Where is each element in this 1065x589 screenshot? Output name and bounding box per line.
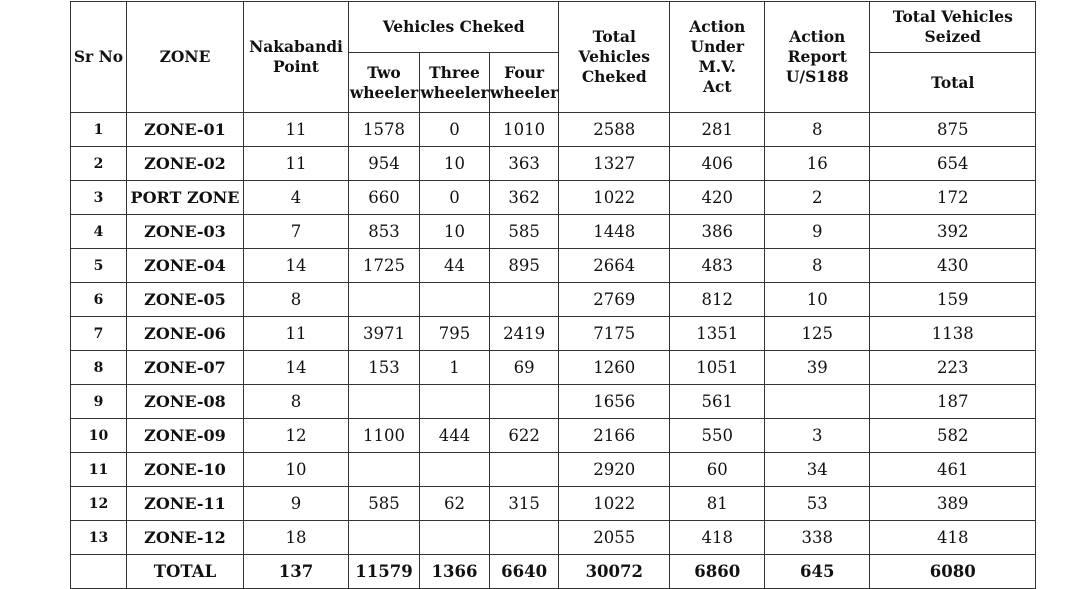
action-mv-cell: 812 xyxy=(670,283,765,317)
two-wheeler-cell: 954 xyxy=(349,147,420,181)
action-report-cell: 338 xyxy=(765,521,870,555)
header-total-vehicles-cheked xyxy=(559,2,670,113)
three-wheeler-cell: 10 xyxy=(420,147,490,181)
header-action-report-line-1: Action xyxy=(789,27,846,46)
total-sr-no-cell xyxy=(71,555,127,589)
header-two-wheeler-line-1: Two xyxy=(367,62,401,82)
sr-no-cell: 1 xyxy=(71,113,127,147)
sr-no-cell: 7 xyxy=(71,317,127,351)
nakabandi-cell: 10 xyxy=(244,453,349,487)
nakabandi-cell: 11 xyxy=(244,317,349,351)
three-wheeler-cell xyxy=(420,521,490,555)
zone-cell: ZONE-05 xyxy=(127,283,244,317)
header-four-wheeler-line-1: Four xyxy=(504,62,545,82)
sr-no-cell: 11 xyxy=(71,453,127,487)
nakabandi-cell: 4 xyxy=(244,181,349,215)
total-cheked-cell: 2769 xyxy=(559,283,670,317)
four-wheeler-cell xyxy=(490,385,559,419)
total-seized-total-cell: 6080 xyxy=(870,555,1036,589)
table-row xyxy=(71,317,1036,351)
zone-cell: ZONE-04 xyxy=(127,249,244,283)
sr-no-cell: 5 xyxy=(71,249,127,283)
total-action-mv-cell: 6860 xyxy=(670,555,765,589)
action-mv-cell: 60 xyxy=(670,453,765,487)
action-report-cell: 53 xyxy=(765,487,870,521)
total-row xyxy=(71,555,1036,589)
three-wheeler-cell xyxy=(420,283,490,317)
three-wheeler-cell: 62 xyxy=(420,487,490,521)
two-wheeler-cell xyxy=(349,521,420,555)
total-cheked-cell: 2920 xyxy=(559,453,670,487)
action-mv-cell: 418 xyxy=(670,521,765,555)
action-report-cell: 39 xyxy=(765,351,870,385)
total-two-wheeler-cell: 11579 xyxy=(349,555,420,589)
table-row xyxy=(71,385,1036,419)
sr-no-cell: 8 xyxy=(71,351,127,385)
seized-total-cell: 654 xyxy=(870,147,1036,181)
nakabandi-cell: 14 xyxy=(244,249,349,283)
seized-total-cell: 159 xyxy=(870,283,1036,317)
seized-total-cell: 461 xyxy=(870,453,1036,487)
action-mv-cell: 386 xyxy=(670,215,765,249)
action-report-cell xyxy=(765,385,870,419)
action-mv-cell: 406 xyxy=(670,147,765,181)
three-wheeler-cell: 10 xyxy=(420,215,490,249)
seized-total-cell: 875 xyxy=(870,113,1036,147)
two-wheeler-cell: 853 xyxy=(349,215,420,249)
header-action-mv-line-3: Act xyxy=(702,77,732,96)
zone-cell: ZONE-09 xyxy=(127,419,244,453)
header-two-wheeler-line-2: wheeler xyxy=(349,82,419,102)
action-mv-cell: 81 xyxy=(670,487,765,521)
zone-cell: ZONE-10 xyxy=(127,453,244,487)
total-cheked-cell: 1656 xyxy=(559,385,670,419)
table-row xyxy=(71,249,1036,283)
action-mv-cell: 561 xyxy=(670,385,765,419)
sr-no-cell: 2 xyxy=(71,147,127,181)
two-wheeler-cell: 585 xyxy=(349,487,420,521)
seized-total-cell: 1138 xyxy=(870,317,1036,351)
total-zone-cell: TOTAL xyxy=(127,555,244,589)
action-mv-cell: 1351 xyxy=(670,317,765,351)
action-report-cell: 16 xyxy=(765,147,870,181)
action-mv-cell: 483 xyxy=(670,249,765,283)
two-wheeler-cell: 660 xyxy=(349,181,420,215)
nakabandi-cell: 8 xyxy=(244,283,349,317)
three-wheeler-cell: 444 xyxy=(420,419,490,453)
total-cheked-cell: 2588 xyxy=(559,113,670,147)
four-wheeler-cell xyxy=(490,453,559,487)
header-vehicles-cheked: Vehicles Cheked xyxy=(349,2,559,53)
two-wheeler-cell xyxy=(349,385,420,419)
total-cheked-cell: 7175 xyxy=(559,317,670,351)
header-action-report xyxy=(765,2,870,113)
four-wheeler-cell: 585 xyxy=(490,215,559,249)
header-two-wheeler xyxy=(349,53,420,113)
four-wheeler-cell: 622 xyxy=(490,419,559,453)
four-wheeler-cell: 69 xyxy=(490,351,559,385)
header-action-mv-act xyxy=(670,2,765,113)
total-cheked-cell: 1448 xyxy=(559,215,670,249)
action-report-cell: 8 xyxy=(765,113,870,147)
table-body xyxy=(71,113,1036,589)
header-sr-no: Sr No xyxy=(71,2,127,113)
action-report-cell: 3 xyxy=(765,419,870,453)
four-wheeler-cell: 2419 xyxy=(490,317,559,351)
seized-total-cell: 430 xyxy=(870,249,1036,283)
three-wheeler-cell: 0 xyxy=(420,181,490,215)
three-wheeler-cell: 795 xyxy=(420,317,490,351)
header-three-wheeler-line-1: Three xyxy=(429,62,480,82)
header-nakabandi-line-2: Point xyxy=(273,57,319,76)
seized-total-cell: 392 xyxy=(870,215,1036,249)
four-wheeler-cell: 895 xyxy=(490,249,559,283)
header-three-wheeler xyxy=(420,53,490,113)
zone-cell: PORT ZONE xyxy=(127,181,244,215)
two-wheeler-cell: 1725 xyxy=(349,249,420,283)
sr-no-cell: 10 xyxy=(71,419,127,453)
action-mv-cell: 1051 xyxy=(670,351,765,385)
nakabandi-cell: 11 xyxy=(244,147,349,181)
header-nakabandi xyxy=(244,2,349,113)
table-row xyxy=(71,113,1036,147)
zone-cell: ZONE-03 xyxy=(127,215,244,249)
table-row xyxy=(71,351,1036,385)
two-wheeler-cell xyxy=(349,453,420,487)
total-cheked-cell: 1260 xyxy=(559,351,670,385)
header-total-vehicles-cheked-line-2: Cheked xyxy=(581,67,647,86)
sr-no-cell: 3 xyxy=(71,181,127,215)
action-report-cell: 9 xyxy=(765,215,870,249)
three-wheeler-cell: 0 xyxy=(420,113,490,147)
table-row xyxy=(71,521,1036,555)
action-report-cell: 2 xyxy=(765,181,870,215)
action-report-cell: 10 xyxy=(765,283,870,317)
three-wheeler-cell: 1 xyxy=(420,351,490,385)
sr-no-cell: 6 xyxy=(71,283,127,317)
total-cheked-cell: 2166 xyxy=(559,419,670,453)
seized-total-cell: 389 xyxy=(870,487,1036,521)
total-action-report-cell: 645 xyxy=(765,555,870,589)
header-seized-total: Total xyxy=(870,53,1036,113)
seized-total-cell: 582 xyxy=(870,419,1036,453)
total-cheked-cell: 1022 xyxy=(559,181,670,215)
two-wheeler-cell: 1578 xyxy=(349,113,420,147)
four-wheeler-cell: 363 xyxy=(490,147,559,181)
header-total-vehicles-cheked-line-1: Total Vehicles xyxy=(578,27,651,66)
action-mv-cell: 420 xyxy=(670,181,765,215)
nakabandi-cell: 14 xyxy=(244,351,349,385)
nakabandi-cell: 9 xyxy=(244,487,349,521)
total-cheked-cell: 1327 xyxy=(559,147,670,181)
seized-total-cell: 172 xyxy=(870,181,1036,215)
two-wheeler-cell xyxy=(349,283,420,317)
nakabandi-cell: 18 xyxy=(244,521,349,555)
sr-no-cell: 12 xyxy=(71,487,127,521)
total-three-wheeler-cell: 1366 xyxy=(420,555,490,589)
zone-cell: ZONE-06 xyxy=(127,317,244,351)
three-wheeler-cell xyxy=(420,385,490,419)
three-wheeler-cell: 44 xyxy=(420,249,490,283)
header-action-mv-line-2: Under M.V. xyxy=(690,37,745,76)
sr-no-cell: 13 xyxy=(71,521,127,555)
four-wheeler-cell: 1010 xyxy=(490,113,559,147)
header-zone: ZONE xyxy=(127,2,244,113)
header-nakabandi-line-1: Nakabandi xyxy=(249,37,343,56)
four-wheeler-cell: 362 xyxy=(490,181,559,215)
table-row xyxy=(71,283,1036,317)
zone-cell: ZONE-11 xyxy=(127,487,244,521)
nakabandi-cell: 8 xyxy=(244,385,349,419)
header-four-wheeler-line-2: wheeler xyxy=(490,82,559,102)
seized-total-cell: 223 xyxy=(870,351,1036,385)
header-action-report-line-2: Report xyxy=(787,47,847,66)
zone-cell: ZONE-01 xyxy=(127,113,244,147)
four-wheeler-cell xyxy=(490,283,559,317)
two-wheeler-cell: 3971 xyxy=(349,317,420,351)
table-row xyxy=(71,453,1036,487)
zone-cell: ZONE-02 xyxy=(127,147,244,181)
zone-cell: ZONE-12 xyxy=(127,521,244,555)
four-wheeler-cell: 315 xyxy=(490,487,559,521)
total-cheked-cell: 1022 xyxy=(559,487,670,521)
total-cheked-cell: 2664 xyxy=(559,249,670,283)
nakabandi-cell: 12 xyxy=(244,419,349,453)
header-action-report-line-3: U/S188 xyxy=(785,67,849,86)
three-wheeler-cell xyxy=(420,453,490,487)
two-wheeler-cell: 153 xyxy=(349,351,420,385)
table-row xyxy=(71,215,1036,249)
four-wheeler-cell xyxy=(490,521,559,555)
action-mv-cell: 281 xyxy=(670,113,765,147)
seized-total-cell: 187 xyxy=(870,385,1036,419)
total-total-cheked-cell: 30072 xyxy=(559,555,670,589)
seized-total-cell: 418 xyxy=(870,521,1036,555)
action-mv-cell: 550 xyxy=(670,419,765,453)
nakabandi-cell: 11 xyxy=(244,113,349,147)
zone-cell: ZONE-08 xyxy=(127,385,244,419)
zone-vehicle-check-table xyxy=(70,1,1036,589)
action-report-cell: 34 xyxy=(765,453,870,487)
two-wheeler-cell: 1100 xyxy=(349,419,420,453)
total-four-wheeler-cell: 6640 xyxy=(490,555,559,589)
zone-cell: ZONE-07 xyxy=(127,351,244,385)
sr-no-cell: 9 xyxy=(71,385,127,419)
total-nakabandi-cell: 137 xyxy=(244,555,349,589)
action-report-cell: 8 xyxy=(765,249,870,283)
header-three-wheeler-line-2: wheeler xyxy=(420,82,489,102)
action-report-cell: 125 xyxy=(765,317,870,351)
table-row xyxy=(71,419,1036,453)
nakabandi-cell: 7 xyxy=(244,215,349,249)
table-row xyxy=(71,181,1036,215)
header-action-mv-line-1: Action xyxy=(689,17,746,36)
sr-no-cell: 4 xyxy=(71,215,127,249)
table-row xyxy=(71,147,1036,181)
total-cheked-cell: 2055 xyxy=(559,521,670,555)
table-row xyxy=(71,487,1036,521)
header-total-vehicles-seized: Total Vehicles Seized xyxy=(870,2,1036,53)
header-four-wheeler xyxy=(490,53,559,113)
